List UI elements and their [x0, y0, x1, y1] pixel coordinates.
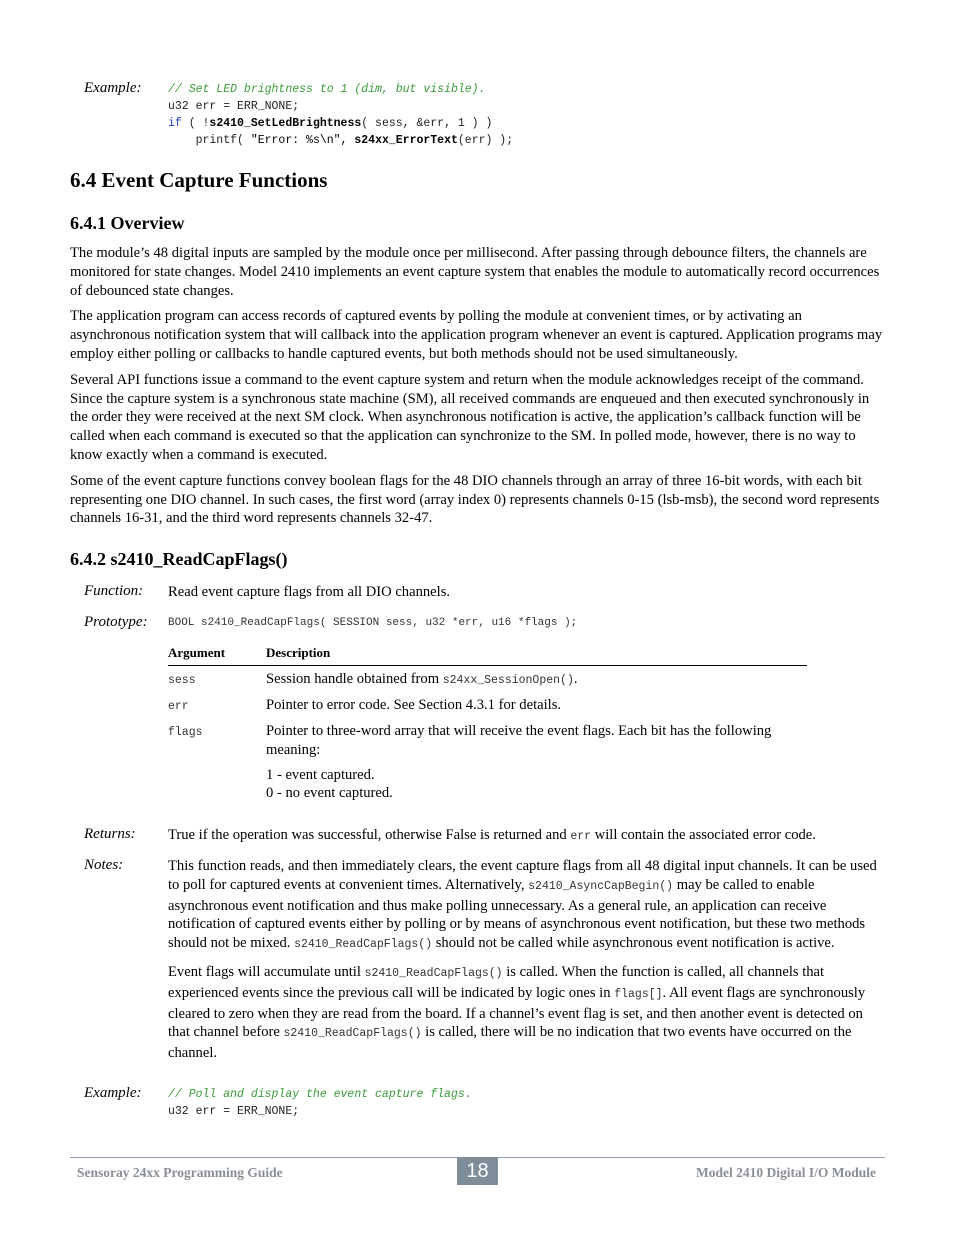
description-text: . [573, 671, 578, 687]
subsection-heading-function: 6.4.2 s2410_ReadCapFlags() [70, 549, 288, 569]
notes-label: Notes: [84, 857, 124, 873]
code-fragment: ( sess, &err, 1 ) ) [361, 117, 493, 130]
returns-label: Returns: [84, 826, 136, 842]
inline-code: s2410_ReadCapFlags() [283, 1027, 422, 1041]
description-text: Session handle obtained from [266, 671, 443, 687]
paragraph: The module’s 48 digital inputs are sampled by the module once per millisecond. After passing through debounce filters, the channels are monitored for state changes. Model 2410 implements an event capture system that enables the module to automatically record occurrences of debounced state changes. [70, 245, 880, 299]
inline-code: s2410_ReadCapFlags() [364, 966, 503, 980]
flag-meaning: 0 - no event captured. [266, 785, 393, 802]
table-row [168, 722, 807, 802]
notes-text: . All event flags are synchronously cleared to zero when they are read from the board. If a channel’s event flag is set, and then another event is detected on that channel before [168, 984, 866, 1041]
code-block-example-1 [168, 81, 513, 149]
table-header [168, 645, 807, 666]
code-keyword: if [168, 117, 182, 130]
argument-description: Pointer to error code. See Section 4.3.1 for details. [266, 697, 562, 713]
inline-code: s24xx_SessionOpen() [442, 674, 574, 687]
paragraph: The application program can access records of captured events by polling the module at convenient times, or by activating an asynchronous notification system that will callback into the application program whenever an event is captured. Application programs may employ either polling or callbacks to handle captured events, but both methods should not be used simultaneously. [70, 308, 883, 362]
notes-text: is called. When the function is called, all channels that experienced events since the previous call will be indicated by logic ones in [168, 963, 825, 1001]
notes-text: may be called to enable asynchronous event notification and thus make polling unnecessary. As a general rule, an application can receive notification of captured events either by polling or by means of asynchronous event notification, but these two methods should not be mixed. [168, 876, 866, 952]
argument-name: err [168, 700, 189, 713]
paragraph [168, 857, 884, 955]
code-function-name: s2410_SetLedBrightness [209, 117, 362, 130]
returns-text: will contain the associated error code. [591, 827, 816, 843]
inline-code: s2410_ReadCapFlags() [294, 938, 433, 952]
table-row [168, 670, 807, 696]
section-heading: 6.4 Event Capture Functions [70, 168, 328, 192]
prototype-label: Prototype: [84, 614, 148, 630]
notes-text: Event flags will accumulate until [168, 963, 365, 980]
function-description: Read event capture flags from all DIO channels. [168, 584, 451, 600]
column-header-description: Description [266, 645, 331, 660]
paragraph [168, 963, 884, 1063]
description-text: Pointer to three-word array that will receive the event flags. Each bit has the following meaning: [266, 723, 772, 758]
argument-name: sess [168, 674, 196, 687]
footer-left-title: Sensoray 24xx Programming Guide [77, 1165, 283, 1180]
example-label: Example: [84, 1085, 142, 1101]
code-fragment: printf( [168, 134, 251, 147]
prototype-code: BOOL s2410_ReadCapFlags( SESSION sess, u32 *err, u16 *flags ); [168, 617, 578, 629]
page-number: 18 [457, 1157, 498, 1185]
code-fragment: ( ! [181, 117, 210, 130]
subsection-heading-overview: 6.4.1 Overview [70, 213, 185, 233]
table-row [168, 696, 807, 722]
code-block-example-2 [168, 1086, 472, 1120]
code-line: u32 err = ERR_NONE; [168, 1105, 300, 1118]
code-comment: // Poll and display the event capture flags. [168, 1088, 472, 1101]
paragraph: Several API functions issue a command to the event capture system and return when the module acknowledges receipt of the command. Since the capture system is a synchronous state machine (SM), all received commands are enqueued and then executed synchronously in the order they were received at the next SM clock. When asynchronous notification is active, the application’s callback function will be called when each command is executed so that the application can synchronize to the SM. In polled mode, however, there is no way to know exactly when a command is executed. [70, 371, 870, 463]
code-line: u32 err = ERR_NONE; [168, 100, 300, 113]
example-label: Example: [84, 80, 142, 96]
code-function-name: s24xx_ErrorText [354, 134, 458, 147]
returns-description [168, 826, 884, 847]
column-header-argument: Argument [168, 645, 226, 660]
flag-meaning: 1 - event captured. [266, 766, 375, 783]
inline-code: s2410_AsyncCapBegin() [528, 879, 674, 893]
notes-text: This function reads, and then immediately clears, the event capture flags from all 48 digital input channels. It can be used to poll for captured events at convenient times. Alternatively, [168, 858, 877, 893]
code-comment: // Set LED brightness to 1 (dim, but visible). [168, 83, 486, 96]
footer-right-title: Model 2410 Digital I/O Module [696, 1165, 876, 1180]
notes-text: is called, there will be no indication that two events have occurred on the channel. [168, 1024, 852, 1062]
argument-description [266, 670, 807, 691]
argument-table [168, 645, 807, 802]
returns-text: True if the operation was successful, otherwise False is returned and [168, 827, 571, 843]
paragraph: Some of the event capture functions convey boolean flags for the 48 DIO channels through an array of three 16-bit words, with each bit representing one DIO channel. In such cases, the first word (array index 0) represents channels 0-15 (lsb-msb), the second word represents channels 16-31, and the third word represents channels 32-47. [70, 472, 880, 527]
code-fragment: (err) ); [457, 134, 514, 147]
code-string: "Error: %s\n", [250, 134, 348, 147]
notes-text: should not be called while asynchronous event notification is active. [432, 935, 835, 952]
overview-body [70, 244, 884, 528]
notes-body [168, 857, 884, 1063]
argument-name: flags [168, 726, 203, 739]
inline-code: err [570, 830, 592, 843]
argument-description [266, 722, 807, 803]
function-label: Function: [84, 583, 144, 599]
inline-code: flags[] [614, 987, 663, 1001]
